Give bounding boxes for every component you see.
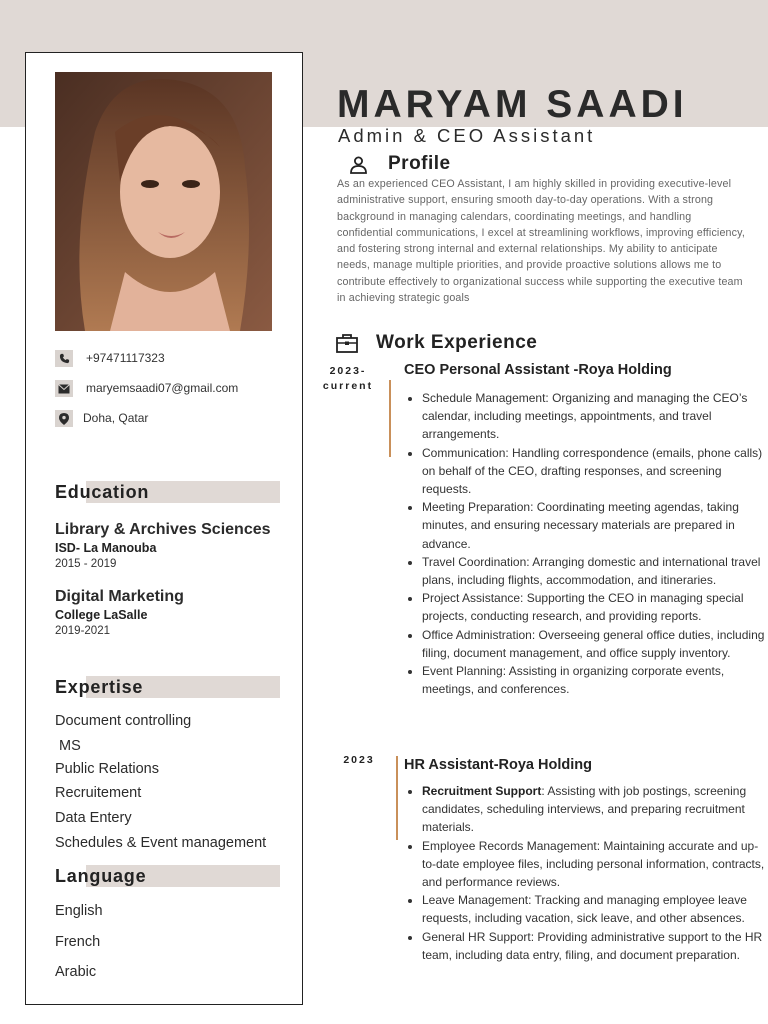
profile-photo [55,72,272,331]
duty-item: • Communication: Handling correspondence (emails, phone calls) on behalf of the CEO, drafting responses, and screening requests. [422,444,767,499]
timeline-line [389,380,391,457]
expertise-item: Public Relations [55,761,159,777]
expertise-item: Recruitement [55,785,142,801]
expertise-item: Schedules & Event management [55,835,267,851]
duty-item: • Schedule Management: Organizing and managing the CEO’s calendar, including meetings, appointments, and travel arrangements. [422,389,767,444]
briefcase-icon [336,333,358,358]
language-item: French [55,934,101,950]
education-years: 2019-2021 [55,625,110,637]
duty-item: • Office Administration: Overseeing general office duties, including filing, document management, and office supply inventory. [422,626,767,662]
duty-item: • Event Planning: Assisting in organizing corporate events, meetings, and conferences. [422,662,767,698]
profile-heading: Profile [388,153,451,174]
education-school: College LaSalle [55,608,148,622]
job-duties [404,389,767,698]
expertise-heading: Expertise [55,676,280,698]
work-experience-heading: Work Experience [376,332,538,353]
job-title: CEO Personal Assistant -Roya Holding [404,362,672,378]
education-degree: Digital Marketing [55,588,184,605]
language-heading: Language [55,865,280,887]
person-title: Admin & CEO Assistant [338,125,596,146]
duty-item: • Meeting Preparation: Coordinating meeting agendas, taking minutes, and ensuring necessary materials are prepared in advance. [422,498,767,553]
phone-icon [55,350,73,367]
mail-icon [55,380,73,397]
duty-item: • Travel Coordination: Arranging domestic and international travel plans, including flights, accommodation, and itineraries. [422,553,767,589]
education-years: 2015 - 2019 [55,558,117,570]
duty-item: • Recruitment Support: Assisting with job postings, screening candidates, scheduling interviews, and preparing recruitment materials. [422,782,768,837]
person-name: MARYAM SAADI [337,83,688,126]
education-degree: Library & Archives Sciences [55,521,271,538]
timeline-line [396,756,398,840]
expertise-item: Data Entery [55,810,132,826]
job-title: HR Assistant-Roya Holding [404,757,592,773]
duty-item: • Leave Management: Tracking and managing employee leave requests, including vacation, sick leave, and other absences. [422,891,768,927]
education-school: ISD- La Manouba [55,541,157,555]
sidebar: +97471117323 maryemsaadi07@gmail.com Doha, Qatar Education Library & Archives Sciences ISD- La Manouba 2015 - 2019 Digital Marketing College LaSalle 2019-2021 Expertise Document controlling MS Public Relations Recruitement Data Entery Schedules & Event management Language English French Arabic [25,52,303,1005]
duty-item: • Project Assistance: Supporting the CEO in managing special projects, conducting research, and providing reports. [422,589,767,625]
education-heading: Education [55,481,280,503]
language-item: Arabic [55,964,97,980]
expertise-item: MS [55,738,81,754]
duty-item: • Employee Records Management: Maintaining accurate and up-to-date employee files, including personal information, contracts, and performance reviews. [422,837,768,892]
duty-item: • General HR Support: Providing administrative support to the HR team, including data entry, filing, and document preparation. [422,928,768,964]
job-period: 2023- current [322,365,374,392]
language-item: English [55,903,103,919]
job-duties [404,782,768,964]
location-pin-icon [55,410,73,427]
job-period: 2023 [343,754,375,766]
profile-summary: As an experienced CEO Assistant, I am highly skilled in providing executive-level administrative support, ensuring smooth day-to-day operations. With a strong background in managing calendars, coordinating meetings, and handling confidential communications, I excel at streamlining workflows, improving efficiency, and fostering strong internal and external relationships. My ability to anticipate needs, manage multiple priorities, and provide proactive solutions allows me to contribute effectively to organizational success while supporting the executive team in achieving strategic goals [337,178,745,305]
expertise-item: Document controlling [55,713,192,729]
